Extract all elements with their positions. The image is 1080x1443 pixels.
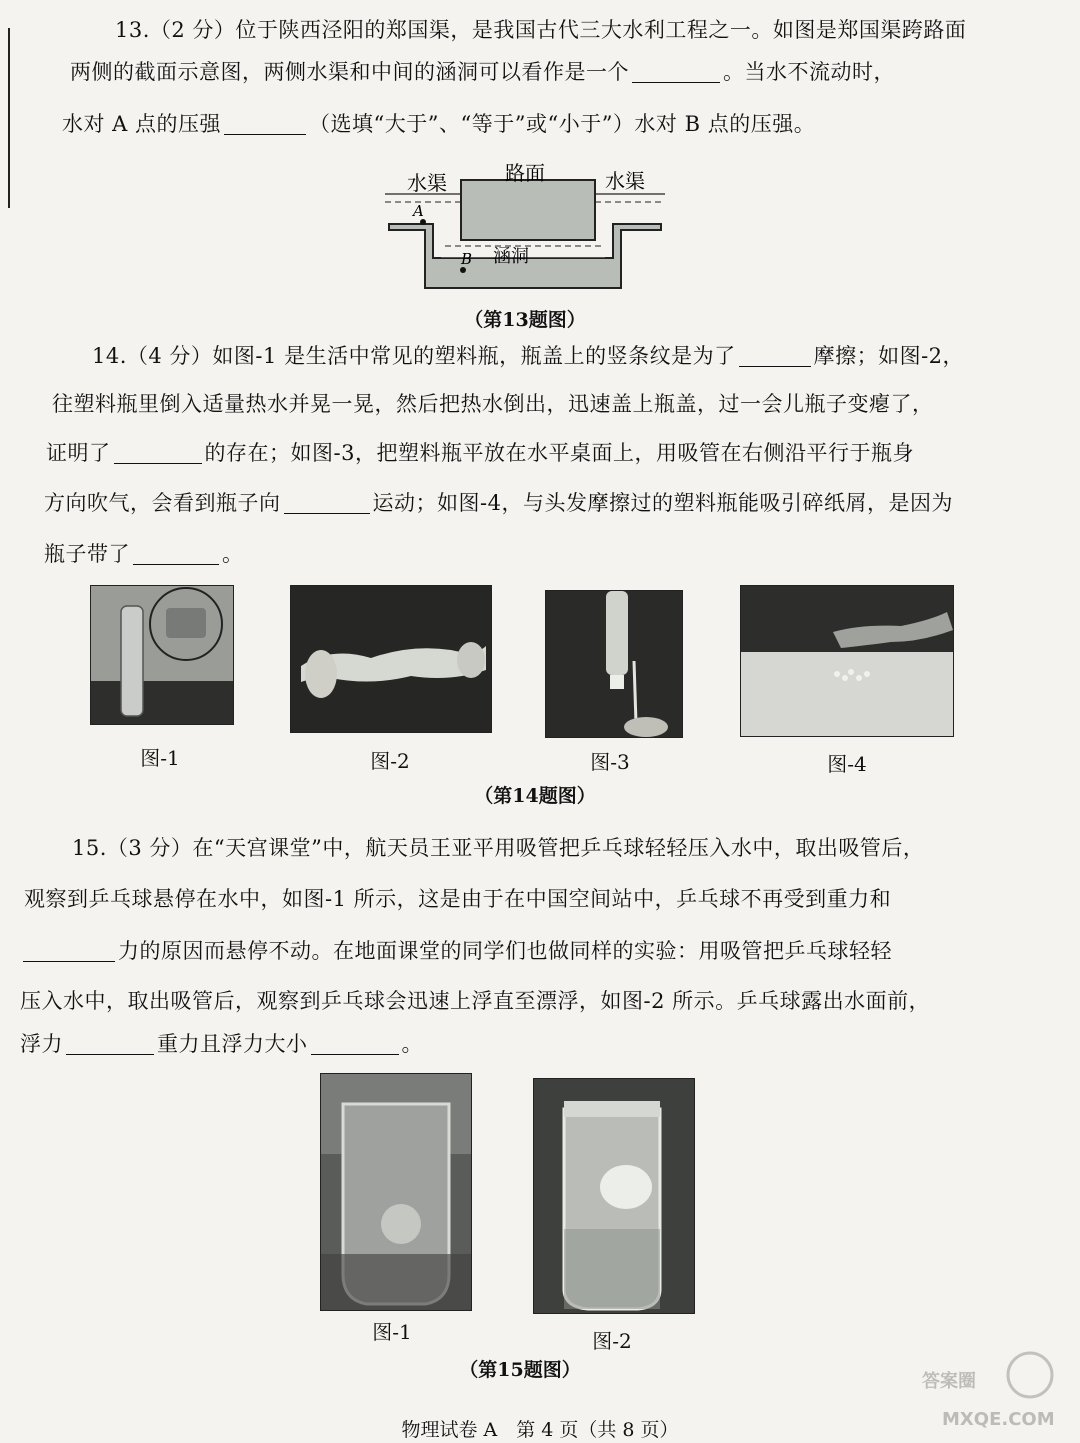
q15-caption: （第15题图） [459,1359,581,1381]
q14-line3: 证明了 的存在；如图-3，把塑料瓶平放在水平桌面上，用吸管在右侧沿平行于瓶身 [46,427,914,480]
q15-line5: 浮力 重力且浮力大小 。 [20,1018,423,1071]
q13-diagram [385,158,665,298]
q13-blank-1[interactable] [632,56,720,83]
q13-label-b: B [461,250,473,268]
q15-blank-3[interactable] [311,1028,399,1055]
q14-blank-1[interactable] [739,340,811,367]
q14-photo-4 [740,585,954,737]
q14-fig-label-1: 图-1 [140,746,180,770]
q13-label-right-canal: 水渠 [605,169,645,193]
q15-line2: 观察到乒乓球悬停在水中，如图-1 所示，这是由于在中国空间站中，乒乓球不再受到重力和 [24,887,892,911]
q15-line1: 15.（3 分）在“天宫课堂”中，航天员王亚平用吸管把乒乓球轻轻压入水中，取出吸管后， [72,836,925,860]
q15-line3: 力的原因而悬停不动。在地面课堂的同学们也做同样的实验：用吸管把乒乓球轻轻 [20,925,892,978]
q13-line3: 水对 A 点的压强 （选填“大于”、“等于”或“小于”）水对 B 点的压强。 [62,98,815,151]
q13-line2: 两侧的截面示意图，两侧水渠和中间的涵洞可以看作是一个 。当水不流动时， [70,46,895,99]
page-footer: 物理试卷 A 第 4 页（共 8 页） [401,1419,679,1441]
q14-blank-2[interactable] [114,437,202,464]
q14-fig-label-2: 图-2 [370,749,410,773]
q13-label-road: 路面 [505,161,545,185]
watermark-line1: 答案圈 [922,1371,976,1392]
q14-blank-4[interactable] [133,538,219,565]
q14-line2: 往塑料瓶里倒入适量热水并晃一晃，然后把热水倒出，迅速盖上瓶盖，过一会儿瓶子变瘪了， [52,392,934,416]
q13-label-a: A [413,202,424,220]
q15-photo-1 [320,1073,472,1311]
q15-blank-2[interactable] [66,1028,154,1055]
q15-fig-label-1: 图-1 [372,1320,412,1344]
q13-label-culvert: 涵洞 [493,246,529,267]
q13-line1: 13.（2 分）位于陕西泾阳的郑国渠，是我国古代三大水利工程之一。如图是郑国渠跨路面 [115,18,967,42]
q14-fig-label-4: 图-4 [827,752,867,776]
q14-fig-label-3: 图-3 [590,750,630,774]
q14-blank-3[interactable] [284,487,370,514]
q13-blank-2[interactable] [224,108,306,135]
q15-blank-1[interactable] [23,935,115,962]
q14-photo-3 [545,590,683,738]
q14-photo-2 [290,585,492,733]
q14-line5: 瓶子带了 。 [44,528,244,581]
margin-line [8,28,10,208]
q15-photo-2 [533,1078,695,1314]
q13-label-left-canal: 水渠 [407,171,447,195]
q15-fig-label-2: 图-2 [592,1329,632,1353]
q14-line4: 方向吹气，会看到瓶子向 运动；如图-4，与头发摩擦过的塑料瓶能吸引碎纸屑，是因为 [44,477,953,530]
watermark-line2: MXQE.COM [942,1409,1055,1430]
watermark-logo [902,1347,1062,1437]
q14-line1: 14.（4 分）如图-1 是生活中常见的塑料瓶，瓶盖上的竖条纹是为了 摩擦；如图-2， [92,330,964,383]
q14-photo-1 [90,585,234,725]
q14-caption: （第14题图） [474,785,596,807]
q13-caption: （第13题图） [464,309,586,331]
q15-line4: 压入水中，取出吸管后，观察到乒乓球会迅速上浮直至漂浮，如图-2 所示。乒乓球露出水面前， [20,989,931,1013]
